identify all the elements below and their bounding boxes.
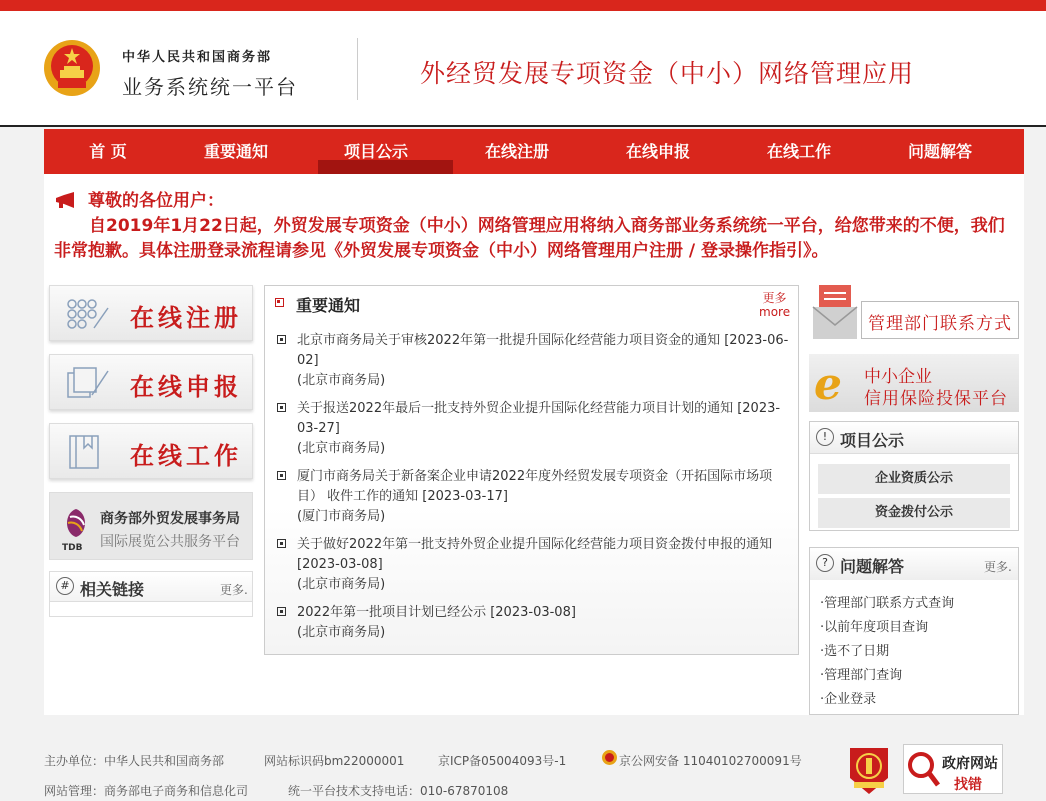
notices-title: 重要通知 <box>296 296 361 315</box>
police-badge-icon <box>601 749 618 766</box>
exclamation-icon: ! <box>816 428 834 446</box>
magnifier-icon <box>906 749 940 789</box>
related-links-more[interactable]: 更多. <box>220 583 248 597</box>
contact-management-button[interactable] <box>809 285 1019 343</box>
credit-insurance-banner[interactable] <box>809 354 1019 412</box>
qa-item[interactable]: ·以前年度项目查询 <box>820 620 929 635</box>
project-public-title: 项目公示 <box>840 431 905 450</box>
nav-project-public[interactable]: 项目公示 <box>343 142 408 161</box>
credit-line2: 信用保险投保平台 <box>864 389 1008 409</box>
news-source: (北京市商务局) <box>297 373 386 388</box>
news-source: (北京市商务局) <box>297 625 386 640</box>
top-red-bar <box>0 0 1046 11</box>
announcement <box>54 189 1014 264</box>
related-links-header <box>50 572 252 602</box>
footer-icp[interactable]: 京ICP备05004093号-1 <box>438 754 567 768</box>
news-title[interactable]: 北京市商务局关于审核2022年第一批提升国际化经营能力项目资金的通知 [2023-06-02] <box>297 333 789 368</box>
online-work-label: 在线工作 <box>130 442 242 470</box>
news-title[interactable]: 厦门市商务局关于新备案企业申请2022年度外经贸发展专项资金（开拓国际市场项目） 收件工作的通知 [2023-03-17] <box>297 469 773 504</box>
footer-sponsor: 主办单位：中华人民共和国商务部 <box>44 754 225 768</box>
bullet-icon <box>277 403 286 412</box>
gov-website-error-report[interactable] <box>903 744 1003 794</box>
footer-support: 统一平台技术支持电话：010-67870108 <box>288 784 509 798</box>
related-links-panel <box>49 571 253 617</box>
tdb-line2: 国际展览公共服务平台 <box>100 534 240 550</box>
tdb-line1: 商务部外贸发展事务局 <box>100 511 240 527</box>
qa-item[interactable]: ·选不了日期 <box>820 644 890 659</box>
megaphone-icon <box>54 192 76 208</box>
main-nav <box>44 129 1024 174</box>
news-source: (北京市商务局) <box>297 441 386 456</box>
announcement-body: 自2019年1月22日起，外贸发展专项资金（中小）网络管理应用将纳入商务部业务系统统一平台，给您带来的不便，我们非常抱歉。具体注册登录流程请参见《外贸发展专项资金（中小）网络管理用户注册 / 登录操作指引》。 <box>54 216 1005 261</box>
announcement-greeting: 尊敬的各位用户： <box>88 191 224 211</box>
nav-online-work[interactable]: 在线工作 <box>766 142 831 161</box>
news-source: (厦门市商务局) <box>297 509 386 524</box>
envelope-icon <box>811 285 863 343</box>
bullet-icon <box>277 539 286 548</box>
qa-item[interactable]: ·管理部门查询 <box>820 668 903 683</box>
qa-panel <box>809 547 1019 715</box>
news-title[interactable]: 关于做好2022年第一批支持外贸企业提升国际化经营能力项目资金拨付申报的通知 [2023-03-08] <box>297 537 773 572</box>
nav-online-register[interactable]: 在线注册 <box>484 142 549 161</box>
bullet-icon <box>277 607 286 616</box>
tdb-exhibition-platform-banner[interactable] <box>49 492 253 560</box>
news-source: (北京市商务局) <box>297 577 386 592</box>
site-footer <box>44 744 1024 801</box>
tdb-logo-text: TDB <box>62 543 83 553</box>
important-notices-panel <box>264 285 799 655</box>
notices-more-cn: 更多 <box>762 291 787 305</box>
online-declare-label: 在线申报 <box>130 373 242 401</box>
hash-icon: # <box>56 577 74 595</box>
org-name-small: 中华人民共和国商务部 <box>122 50 273 65</box>
news-item <box>277 603 795 643</box>
footer-manager: 网站管理：商务部电子商务和信息化司 <box>44 784 249 798</box>
main-content <box>44 129 1024 715</box>
enterprise-qualification-button[interactable]: 企业资质公示 <box>818 464 1010 494</box>
gov-badge-line1: 政府网站 <box>942 756 998 772</box>
news-item <box>277 535 795 595</box>
qa-item[interactable]: ·管理部门联系方式查询 <box>820 596 955 611</box>
nav-online-declare[interactable]: 在线申报 <box>625 142 690 161</box>
credit-line1: 中小企业 <box>864 367 932 387</box>
contact-label: 管理部门联系方式 <box>868 314 1012 334</box>
fund-allocation-button[interactable]: 资金拨付公示 <box>818 498 1010 528</box>
footer-police[interactable]: 京公网安备 11040102700091号 <box>619 754 802 768</box>
national-emblem-icon <box>42 38 102 98</box>
bullet-icon <box>277 471 286 480</box>
qa-item[interactable]: ·企业登录 <box>820 692 877 707</box>
bullet-icon <box>277 335 286 344</box>
news-title[interactable]: 2022年第一批项目计划已经公示 [2023-03-08] <box>297 605 576 620</box>
header-divider <box>357 38 358 100</box>
document-pen-icon <box>64 365 112 401</box>
news-item <box>277 331 795 391</box>
grid-pen-icon <box>64 296 112 332</box>
question-icon: ? <box>816 554 834 572</box>
footer-site-id: 网站标识码bm22000001 <box>264 754 405 768</box>
nav-notices[interactable]: 重要通知 <box>203 142 268 161</box>
book-icon <box>64 434 112 470</box>
news-item <box>277 399 795 459</box>
app-title: 外经贸发展专项资金（中小）网络管理应用 <box>420 59 915 88</box>
qa-header <box>810 548 1018 580</box>
project-public-panel <box>809 421 1019 531</box>
qa-title: 问题解答 <box>840 557 905 576</box>
news-title[interactable]: 关于报送2022年最后一批支持外贸企业提升国际化经营能力项目计划的通知 [2023-03-27] <box>297 401 781 436</box>
online-register-button[interactable] <box>49 285 253 341</box>
related-links-title: 相关链接 <box>80 580 145 599</box>
party-organ-badge-icon[interactable] <box>846 744 892 796</box>
news-item <box>277 467 795 527</box>
nav-qa[interactable]: 问题解答 <box>907 142 972 161</box>
gov-badge-line2: 找错 <box>954 777 982 793</box>
project-public-header <box>810 422 1018 454</box>
site-header <box>0 11 1046 127</box>
qa-more[interactable]: 更多. <box>984 560 1012 574</box>
online-declare-button[interactable] <box>49 354 253 410</box>
online-register-label: 在线注册 <box>130 304 242 332</box>
nav-home[interactable]: 首 页 <box>89 142 127 161</box>
platform-name: 业务系统统一平台 <box>122 75 298 99</box>
notices-more-link[interactable] <box>759 291 790 319</box>
square-dot-icon <box>275 298 284 307</box>
online-work-button[interactable] <box>49 423 253 479</box>
e-logo-icon: e <box>814 359 842 410</box>
notices-more-en: more <box>759 305 791 319</box>
